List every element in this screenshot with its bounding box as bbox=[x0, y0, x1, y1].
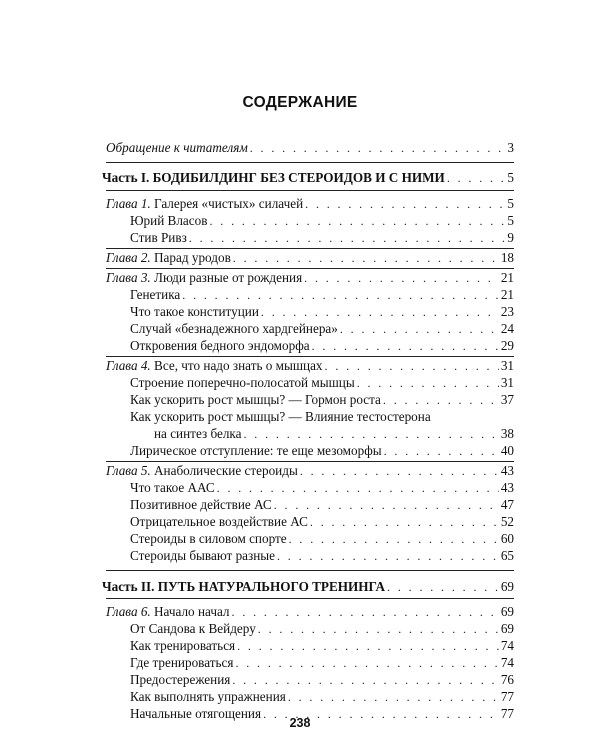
toc-entry-page: 40 bbox=[500, 443, 514, 458]
toc-entry-page: 23 bbox=[500, 304, 514, 319]
toc-entry-page: 38 bbox=[500, 426, 514, 441]
toc-entry-page: 5 bbox=[507, 170, 514, 185]
toc-entry-label: Как выполнять упражнения bbox=[130, 689, 286, 704]
toc-entry-foreword bbox=[106, 140, 514, 156]
leader-dots bbox=[289, 531, 499, 547]
toc-entry-label: Лирическое отступление: те еще мезоморфы bbox=[130, 443, 382, 458]
toc-entry-label: Стив Ривз bbox=[130, 230, 187, 245]
toc-entry-label: Юрий Власов bbox=[130, 213, 208, 228]
toc-part-1 bbox=[102, 170, 514, 186]
leader-dots bbox=[305, 196, 505, 212]
toc-entry-label: Где тренироваться bbox=[130, 655, 234, 670]
toc-entry-page: 29 bbox=[500, 338, 514, 353]
toc-entry-page: 65 bbox=[500, 548, 514, 563]
toc-entry-label: Что такое ААС bbox=[130, 480, 215, 495]
toc-section bbox=[130, 230, 514, 246]
toc-section bbox=[130, 548, 514, 564]
toc-section bbox=[130, 672, 514, 688]
toc-section bbox=[130, 213, 514, 229]
leader-dots bbox=[304, 270, 499, 286]
divider bbox=[106, 190, 514, 191]
toc-section bbox=[130, 514, 514, 530]
toc-section bbox=[130, 497, 514, 513]
toc-entry-label: Отрицательное воздействие АС bbox=[130, 514, 308, 529]
toc-entry-page: 76 bbox=[500, 672, 514, 687]
leader-dots bbox=[250, 140, 506, 156]
leader-dots bbox=[447, 170, 506, 186]
toc-entry-page: 77 bbox=[500, 689, 514, 704]
toc-entry-page: 69 bbox=[500, 579, 514, 594]
toc-entry-page: 18 bbox=[500, 250, 514, 265]
toc-entry-page: 69 bbox=[500, 621, 514, 636]
toc-chapter-3 bbox=[106, 270, 514, 286]
leader-dots bbox=[237, 638, 499, 654]
leader-dots bbox=[325, 358, 499, 374]
toc-entry-label: Генетика bbox=[130, 287, 181, 302]
leader-dots bbox=[300, 463, 499, 479]
divider bbox=[106, 461, 514, 462]
leader-dots bbox=[235, 655, 498, 671]
toc-entry-page: 31 bbox=[500, 358, 514, 373]
toc-entry-label: Обращение к читателям bbox=[106, 140, 248, 155]
toc-entry-page: 3 bbox=[507, 140, 514, 155]
toc-section bbox=[130, 621, 514, 637]
chapter-prefix: Глава 1. bbox=[106, 196, 151, 211]
toc-entry-label: Парад уродов bbox=[154, 250, 231, 265]
toc-entry-label: Как тренироваться bbox=[130, 638, 236, 653]
leader-dots bbox=[387, 579, 499, 595]
divider bbox=[106, 248, 514, 249]
toc-entry-label: Предостережения bbox=[130, 672, 231, 687]
toc-section bbox=[130, 287, 514, 303]
toc-entry-page: 60 bbox=[500, 531, 514, 546]
leader-dots bbox=[233, 250, 499, 266]
toc-entry-label: Откровения бедного эндоморфа bbox=[130, 338, 310, 353]
toc-entry-page: 21 bbox=[500, 287, 514, 302]
leader-dots bbox=[277, 548, 499, 564]
leader-dots bbox=[232, 604, 499, 620]
toc-entry-label-continued: на синтез белка bbox=[154, 426, 242, 441]
divider bbox=[106, 598, 514, 599]
toc-section bbox=[130, 638, 514, 654]
toc-section bbox=[130, 304, 514, 320]
toc-section bbox=[130, 480, 514, 496]
toc-entry-label: Галерея «чистых» силачей bbox=[154, 196, 304, 211]
leader-dots bbox=[182, 287, 499, 303]
chapter-prefix: Глава 6. bbox=[106, 604, 151, 619]
toc-entry-page: 74 bbox=[500, 638, 514, 653]
toc-entry-page: 5 bbox=[507, 196, 514, 211]
toc-entry-label: Как ускорить рост мышцы? — Влияние тестостерона bbox=[130, 409, 431, 424]
toc-entry-page: 24 bbox=[500, 321, 514, 336]
leader-dots bbox=[244, 426, 499, 442]
leader-dots bbox=[261, 304, 499, 320]
toc-entry-page: 21 bbox=[500, 270, 514, 285]
toc-entry-label: От Сандова к Вейдеру bbox=[130, 621, 256, 636]
toc-entry-label: Стероиды в силовом спорте bbox=[130, 531, 287, 546]
leader-dots bbox=[232, 672, 498, 688]
toc-entry-label: Случай «безнадежного хардгейнера» bbox=[130, 321, 338, 336]
leader-dots bbox=[384, 443, 499, 459]
toc-entry-label: Позитивное действие АС bbox=[130, 497, 272, 512]
toc-chapter-2 bbox=[106, 250, 514, 266]
toc-section bbox=[154, 426, 514, 442]
toc-entry-page: 43 bbox=[500, 480, 514, 495]
toc-entry-page: 52 bbox=[500, 514, 514, 529]
leader-dots bbox=[357, 375, 499, 391]
toc-chapter-6 bbox=[106, 604, 514, 620]
leader-dots bbox=[288, 689, 499, 705]
leader-dots bbox=[189, 230, 506, 246]
toc-part-label: Часть I. БОДИБИЛДИНГ БЕЗ СТЕРОИДОВ И С НИМИ bbox=[102, 170, 445, 185]
toc-entry-label: Строение поперечно-полосатой мышцы bbox=[130, 375, 355, 390]
toc-entry-label: Все, что надо знать о мышцах bbox=[154, 358, 323, 373]
toc-section bbox=[130, 338, 514, 354]
toc-section bbox=[130, 655, 514, 671]
divider bbox=[106, 268, 514, 269]
leader-dots bbox=[383, 392, 499, 408]
toc-section bbox=[130, 321, 514, 337]
toc-chapter-5 bbox=[106, 463, 514, 479]
toc-section bbox=[130, 375, 514, 391]
toc-entry-label: Начальные отягощения bbox=[130, 706, 262, 721]
toc-entry-label: Анаболические стероиды bbox=[154, 463, 298, 478]
leader-dots bbox=[340, 321, 499, 337]
toc-entry-page: 74 bbox=[500, 655, 514, 670]
leader-dots bbox=[217, 480, 499, 496]
leader-dots bbox=[258, 621, 499, 637]
toc-entry-label: Начало начал bbox=[154, 604, 230, 619]
page-title: СОДЕРЖАНИЕ bbox=[242, 94, 358, 111]
toc-section bbox=[130, 443, 514, 459]
toc-entry-label: Как ускорить рост мышцы? — Гормон роста bbox=[130, 392, 381, 407]
toc-entry-label: Стероиды бывают разные bbox=[130, 548, 275, 563]
leader-dots bbox=[209, 213, 505, 229]
toc-section bbox=[130, 392, 514, 408]
toc-entry-page: 43 bbox=[500, 463, 514, 478]
toc-chapter-1 bbox=[106, 196, 514, 212]
toc-part-label: Часть II. ПУТЬ НАТУРАЛЬНОГО ТРЕНИНГА bbox=[102, 579, 386, 594]
chapter-prefix: Глава 3. bbox=[106, 270, 151, 285]
toc-entry-label: Люди разные от рождения bbox=[154, 270, 303, 285]
chapter-prefix: Глава 4. bbox=[106, 358, 151, 373]
toc-part-2 bbox=[102, 579, 514, 595]
leader-dots bbox=[310, 514, 499, 530]
toc-entry-page: 31 bbox=[500, 375, 514, 390]
toc-entry-page: 37 bbox=[500, 392, 514, 407]
page-number: 238 bbox=[289, 716, 311, 730]
divider bbox=[106, 570, 514, 571]
toc-entry-page: 77 bbox=[500, 706, 514, 721]
toc-entry-page: 69 bbox=[500, 604, 514, 619]
leader-dots bbox=[312, 338, 499, 354]
toc-entry-page: 47 bbox=[500, 497, 514, 512]
toc-entry-page: 9 bbox=[507, 230, 514, 245]
leader-dots bbox=[274, 497, 499, 513]
toc-section bbox=[130, 531, 514, 547]
chapter-prefix: Глава 2. bbox=[106, 250, 151, 265]
toc-entry-page: 5 bbox=[507, 213, 514, 228]
divider bbox=[106, 162, 514, 163]
toc-section bbox=[130, 689, 514, 705]
divider bbox=[106, 356, 514, 357]
toc-chapter-4 bbox=[106, 358, 514, 374]
toc-entry-label: Что такое конституции bbox=[130, 304, 259, 319]
chapter-prefix: Глава 5. bbox=[106, 463, 151, 478]
